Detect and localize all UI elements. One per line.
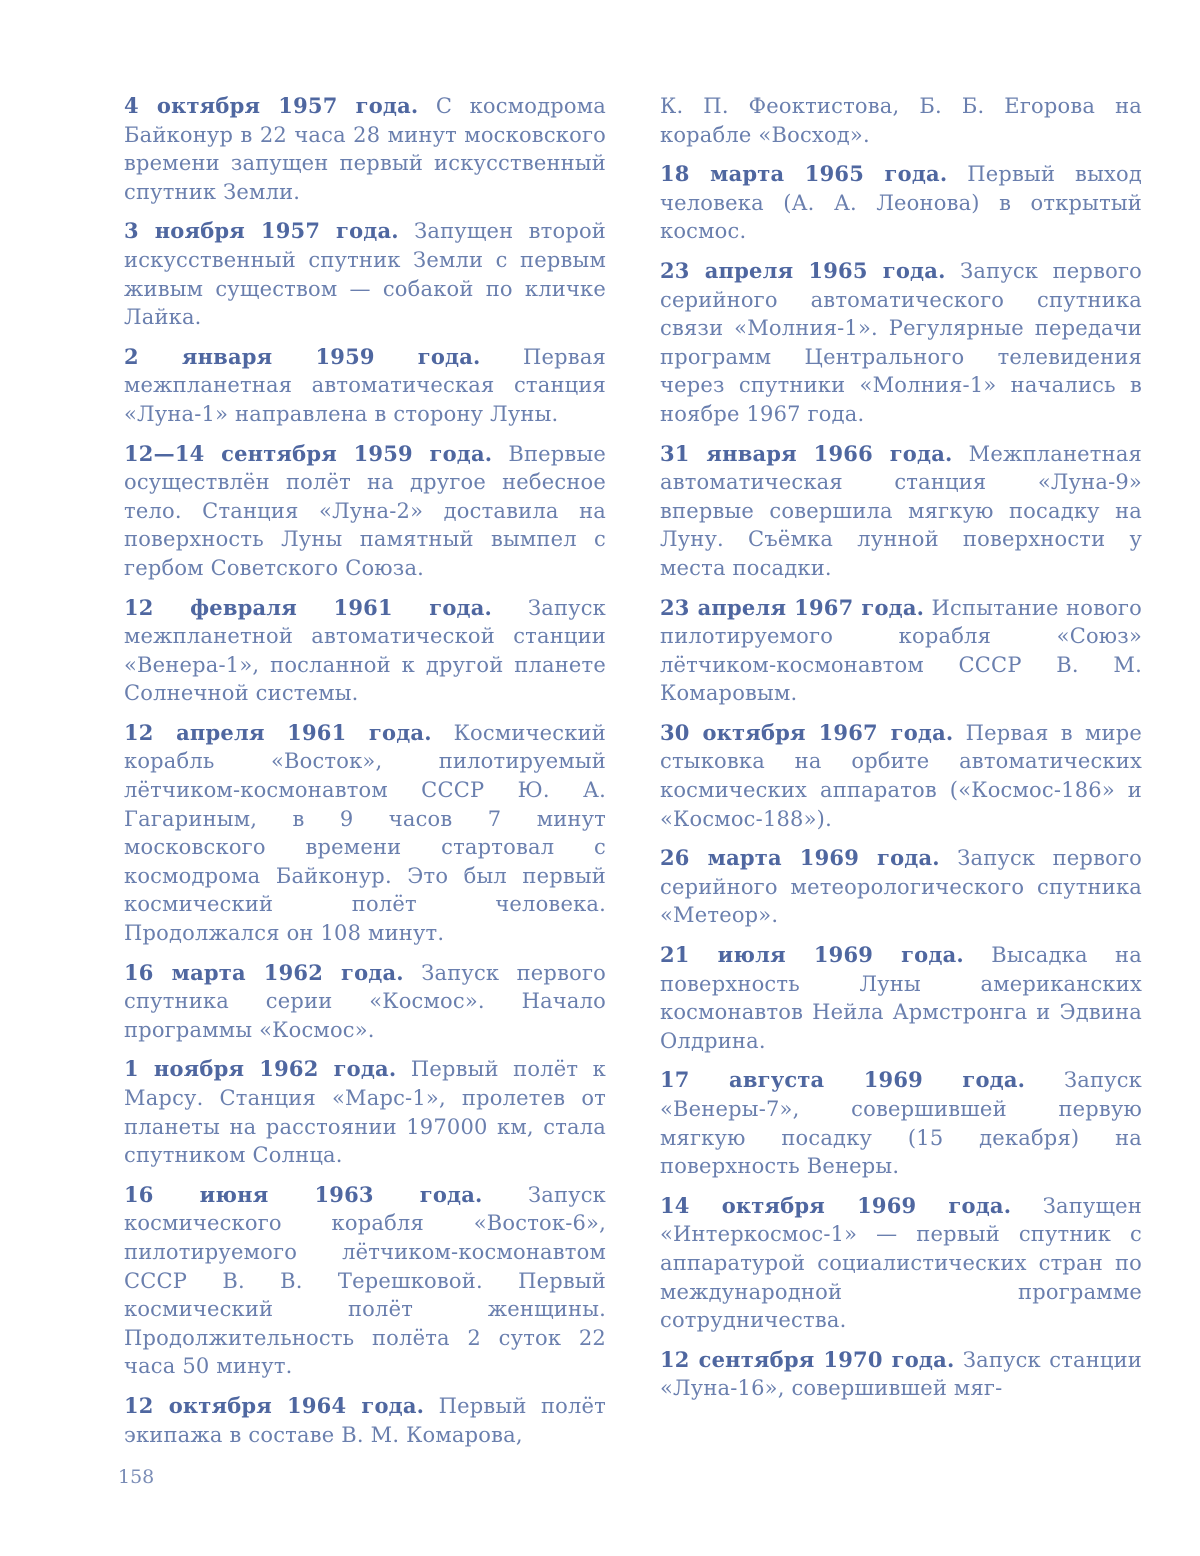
entry-date: 18 марта 1965 года.: [660, 161, 948, 187]
chronology-entry: [124, 92, 606, 206]
entry-text: Впервые осуществлён полёт на другое небесное тело. Станция «Луна-2» доставила на поверхность Луны памятный вымпел с гербом Советского Союза.: [124, 441, 606, 580]
chronology-entry: [124, 959, 606, 1045]
entry-text: Высадка на поверхность Луны американских космонавтов Нейла Армстронга и Эдвина Олдрина.: [660, 943, 1142, 1053]
entry-date: 21 июля 1969 года.: [660, 942, 964, 968]
chronology-entry: [660, 941, 1142, 1055]
chronology-entry: [124, 343, 606, 429]
entry-text: Запущен «Интеркосмос-1» — первый спутник с аппаратурой социалистических стран по международной программе сотрудничества.: [660, 1193, 1142, 1333]
entry-text: Запуск межпланетной автоматической станции «Венера-1», посланной к другой планете Солнечной системы.: [124, 595, 606, 706]
entry-date: 12 апреля 1961 года.: [124, 719, 432, 745]
entry-date: 4 октября 1957 года.: [124, 93, 419, 118]
entry-text: Запуск первого серийного автоматического спутника связи «Молния-1». Регулярные передачи программ Центрального телевидения через спутники «Молния-1» начались в ноябре 1967 года.: [660, 258, 1142, 426]
entry-date: 26 марта 1969 года.: [660, 845, 940, 871]
chronology-entry: [124, 1392, 606, 1449]
entry-date: 2 января 1959 года.: [124, 343, 481, 369]
entry-text: С космодрома Байконур в 22 часа 28 минут московского времени запущен первый искусственный спутник Земли.: [124, 94, 606, 204]
entry-text: Запуск станции «Луна-16», совершившей мяг-: [660, 1347, 1142, 1401]
entry-text: Запущен второй искусственный спутник Земли с первым живым существом — собакой по кличке Лайка.: [124, 219, 606, 330]
chronology-entry: [660, 440, 1142, 583]
chronology-entry: [124, 217, 606, 331]
entry-text: Запуск космического корабля «Восток-6», пилотируемого лётчиком-космонавтом СССР В. В. Терешковой. Первый космический полёт женщины. Продолжительность полёта 2 суток 22 часа 50 минут.: [124, 1182, 606, 1379]
entry-text: Запуск первого спутника серии «Космос». Начало программы «Космос».: [124, 960, 606, 1042]
chronology-entry: [124, 1181, 606, 1381]
entry-date: 12 февраля 1961 года.: [124, 594, 493, 620]
entry-date: 31 января 1966 года.: [660, 440, 953, 466]
chronology-entry: [124, 440, 606, 583]
entry-text: Первый полёт к Марсу. Станция «Марс-1», пролетев от планеты на расстоянии 197000 км, стала спутником Солнца.: [124, 1057, 606, 1168]
entry-text: К. П. Феоктистова, Б. Б. Егорова на корабле «Восход».: [660, 94, 1142, 147]
chronology-entry: [660, 719, 1142, 833]
chronology-entry: [660, 1346, 1142, 1403]
entry-text: Испытание нового пилотируемого корабля «Союз» лётчиком-космонавтом СССР В. М. Комаровым.: [660, 595, 1142, 706]
entry-text: Космический корабль «Восток», пилотируемый лётчиком-космонавтом СССР Ю. А. Гагариным, в 9 часов 7 минут московского времени стартовал с космодрома Байконур. Это был первый космический полёт человека. Продолжался он 108 минут.: [124, 720, 606, 946]
entry-date: 12—14 сентября 1959 года.: [124, 440, 493, 466]
page-number: 158: [118, 1466, 155, 1488]
chronology-entry: [660, 1192, 1142, 1335]
chronology-entry: [660, 92, 1142, 149]
entry-text: Первая в мире стыковка на орбите автоматических космических аппаратов («Космос-186» и «Космос-188»).: [660, 720, 1142, 831]
entry-text: Запуск первого серийного метеорологического спутника «Метеор».: [660, 846, 1142, 928]
entry-date: 12 октября 1964 года.: [124, 1392, 425, 1418]
entry-date: 12 сентября 1970 года.: [660, 1346, 955, 1372]
chronology-entry: [124, 1055, 606, 1169]
entry-date: 16 июня 1963 года.: [124, 1181, 483, 1207]
entry-date: 16 марта 1962 года.: [124, 959, 404, 985]
chronology-entry: [660, 1066, 1142, 1180]
entry-date: 17 августа 1969 года.: [660, 1067, 1026, 1093]
entry-date: 1 ноября 1962 года.: [124, 1056, 397, 1082]
chronology-entry: [124, 719, 606, 948]
entry-text: Первый полёт экипажа в составе В. М. Комарова,: [124, 1393, 606, 1447]
chronology-entry: [660, 160, 1142, 246]
entry-date: 23 апреля 1965 года.: [660, 257, 946, 283]
chronology-entry: [124, 594, 606, 708]
entry-date: 3 ноября 1957 года.: [124, 218, 399, 244]
chronology-entry: [660, 594, 1142, 708]
entry-date: 30 октября 1967 года.: [660, 719, 954, 745]
chronology-entry: [660, 257, 1142, 429]
entry-text: Запуск «Венеры-7», совершившей первую мягкую посадку (15 декабря) на поверхность Венеры.: [660, 1068, 1142, 1179]
entry-date: 14 октября 1969 года.: [660, 1192, 1012, 1218]
chronology-entry: [660, 844, 1142, 930]
entry-text: Первая межпланетная автоматическая станция «Луна-1» направлена в сторону Луны.: [124, 344, 606, 426]
entry-date: 23 апреля 1967 года.: [660, 594, 925, 620]
left-column: [124, 92, 606, 1460]
entry-text: Первый выход человека (А. А. Леонова) в открытый космос.: [660, 162, 1142, 244]
entry-text: Межпланетная автоматическая станция «Луна-9» впервые совершила мягкую посадку на Луну. Съёмка лунной поверхности у места посадки.: [660, 441, 1142, 580]
right-column: [660, 92, 1142, 1414]
